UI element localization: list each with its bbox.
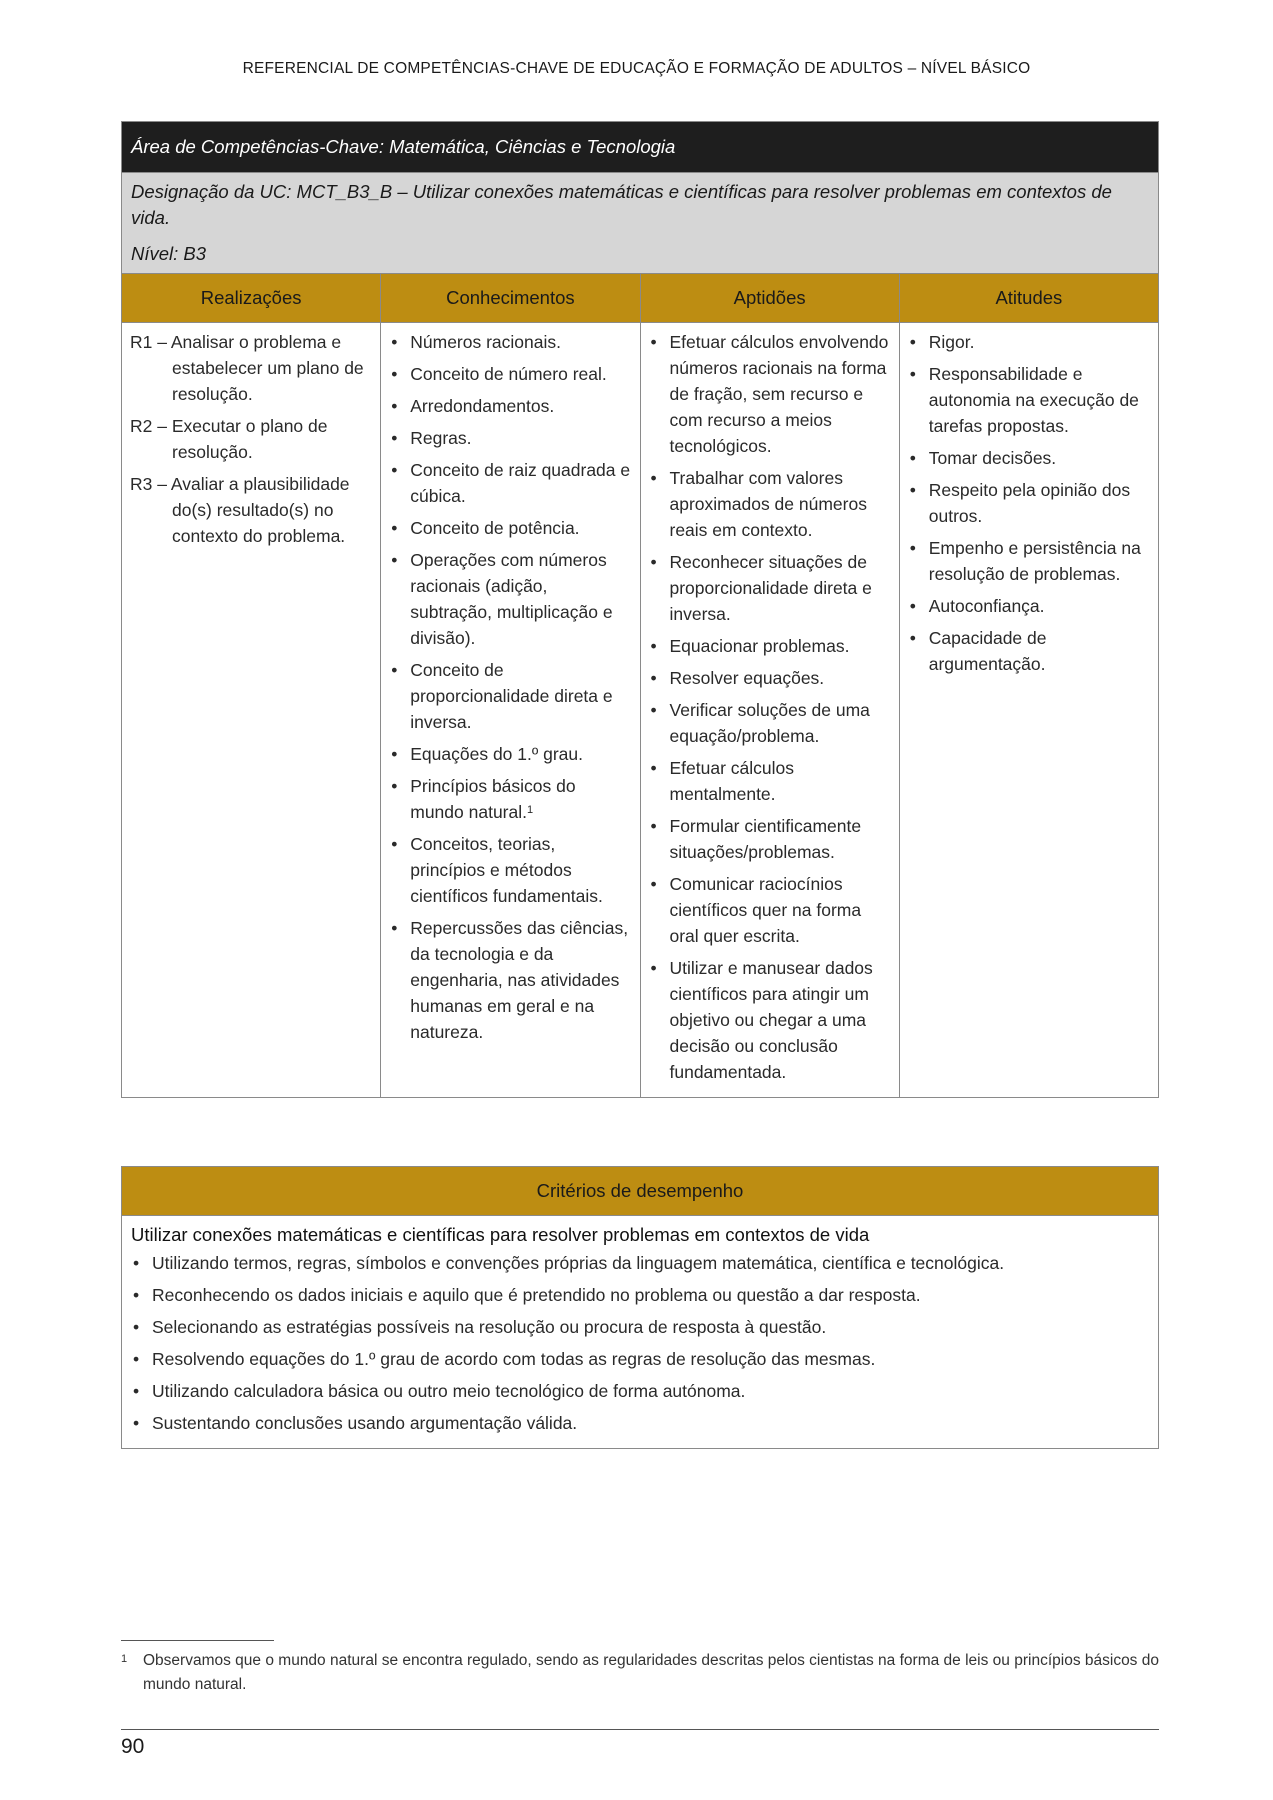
footnote-mark: 1	[121, 1653, 128, 1665]
footnote-ref: 1	[527, 804, 534, 816]
criterios-table	[121, 1166, 1159, 1449]
conhecimento-item: • Operações com números racionais (adição, subtração, multiplicação e divisão).	[389, 547, 631, 651]
aptidao-item: • Comunicar raciocínios científicos quer na forma oral quer escrita.	[649, 871, 891, 949]
col-head-atitudes: Atitudes	[899, 274, 1158, 322]
conhecimento-item: • Conceito de raiz quadrada e cúbica.	[389, 457, 631, 509]
uc-designation: Designação da UC: MCT_B3_B – Utilizar conexões matemáticas e científicas para resolver problemas em contextos de vida.	[131, 181, 1112, 228]
uc-table	[121, 121, 1159, 1098]
aptidao-item: • Formular cientificamente situações/problemas.	[649, 813, 891, 865]
conhecimento-item: • Equações do 1.º grau.	[389, 741, 631, 767]
aptidao-item: • Trabalhar com valores aproximados de números reais em contexto.	[649, 465, 891, 543]
aptidao-item: • Efetuar cálculos mentalmente.	[649, 755, 891, 807]
atitude-item: • Responsabilidade e autonomia na execução de tarefas propostas.	[908, 361, 1150, 439]
aptidao-item: • Utilizar e manusear dados científicos para atingir um objetivo ou chegar a uma decisão ou conclusão fundamentada.	[649, 955, 891, 1085]
column-headers	[122, 273, 1158, 323]
footnote-divider	[121, 1640, 274, 1641]
page-number: 90	[121, 1735, 145, 1758]
conhecimento-item: • Conceito de número real.	[389, 361, 631, 387]
conhecimento-text: Princípios básicos do mundo natural.	[410, 776, 576, 822]
conhecimento-item: • Arredondamentos.	[389, 393, 631, 419]
aptidao-item: • Verificar soluções de uma equação/problema.	[649, 697, 891, 749]
footnote-text: Observamos que o mundo natural se encontra regulado, sendo as regularidades descritas pelos cientistas na forma de leis ou princípios básicos do mundo natural.	[143, 1652, 1159, 1693]
conhecimento-item: • Repercussões das ciências, da tecnologia e da engenharia, nas atividades humanas em geral e na natureza.	[389, 915, 631, 1045]
conhecimento-item: • Números racionais.	[389, 329, 631, 355]
criterios-title: Critérios de desempenho	[122, 1167, 1158, 1216]
footer-divider	[121, 1729, 1159, 1730]
criterio-item: • Utilizando termos, regras, símbolos e convenções próprias da linguagem matemática, científica e tecnológica.	[131, 1250, 1149, 1276]
realizacao-item: R3 – Avaliar a plausibilidade do(s) resultado(s) no contexto do problema.	[130, 474, 350, 546]
conhecimento-item: • Conceito de potência.	[389, 515, 631, 541]
realizacao-item: R2 – Executar o plano de resolução.	[130, 416, 328, 462]
footnote	[121, 1649, 1159, 1697]
criterios-body	[122, 1216, 1158, 1448]
criterio-item: • Sustentando conclusões usando argumentação válida.	[131, 1410, 1149, 1436]
atitude-item: • Capacidade de argumentação.	[908, 625, 1150, 677]
aptidao-item: • Reconhecer situações de proporcionalidade direta e inversa.	[649, 549, 891, 627]
criterio-item: • Selecionando as estratégias possíveis na resolução ou procura de resposta à questão.	[131, 1314, 1149, 1340]
atitudes-column	[899, 323, 1158, 1097]
criterios-subtitle: Utilizar conexões matemáticas e científicas para resolver problemas em contextos de vida	[131, 1224, 870, 1245]
atitude-item: • Respeito pela opinião dos outros.	[908, 477, 1150, 529]
aptidoes-column	[640, 323, 899, 1097]
area-title: Área de Competências-Chave: Matemática, Ciências e Tecnologia	[122, 122, 1158, 172]
conhecimento-item: • Conceitos, teorias, princípios e métodos científicos fundamentais.	[389, 831, 631, 909]
realizacao-item: R1 – Analisar o problema e estabelecer um plano de resolução.	[130, 332, 364, 404]
aptidao-item: • Efetuar cálculos envolvendo números racionais na forma de fração, sem recurso e com recurso a meios tecnológicos.	[649, 329, 891, 459]
aptidao-item: • Equacionar problemas.	[649, 633, 891, 659]
criterio-item: • Reconhecendo os dados iniciais e aquilo que é pretendido no problema ou questão a dar resposta.	[131, 1282, 1149, 1308]
realizacoes-column	[122, 323, 380, 1097]
uc-level: Nível: B3	[131, 243, 207, 264]
col-head-aptidoes: Aptidões	[640, 274, 899, 322]
aptidao-item: • Resolver equações.	[649, 665, 891, 691]
conhecimento-item	[389, 773, 631, 825]
atitude-item: • Tomar decisões.	[908, 445, 1150, 471]
col-head-conhecimentos: Conhecimentos	[380, 274, 639, 322]
criterio-item: • Utilizando calculadora básica ou outro meio tecnológico de forma autónoma.	[131, 1378, 1149, 1404]
conhecimentos-column	[380, 323, 639, 1097]
atitude-item: • Autoconfiança.	[908, 593, 1150, 619]
uc-info	[122, 172, 1158, 273]
atitude-item: • Rigor.	[908, 329, 1150, 355]
atitude-item: • Empenho e persistência na resolução de problemas.	[908, 535, 1150, 587]
content-columns	[122, 323, 1158, 1097]
criterio-item: • Resolvendo equações do 1.º grau de acordo com todas as regras de resolução das mesmas.	[131, 1346, 1149, 1372]
running-header: REFERENCIAL DE COMPETÊNCIAS-CHAVE DE EDUCAÇÃO E FORMAÇÃO DE ADULTOS – NÍVEL BÁSICO	[242, 60, 1031, 77]
col-head-realizacoes: Realizações	[200, 287, 302, 308]
conhecimento-item: • Conceito de proporcionalidade direta e inversa.	[389, 657, 631, 735]
conhecimento-item: • Regras.	[389, 425, 631, 451]
